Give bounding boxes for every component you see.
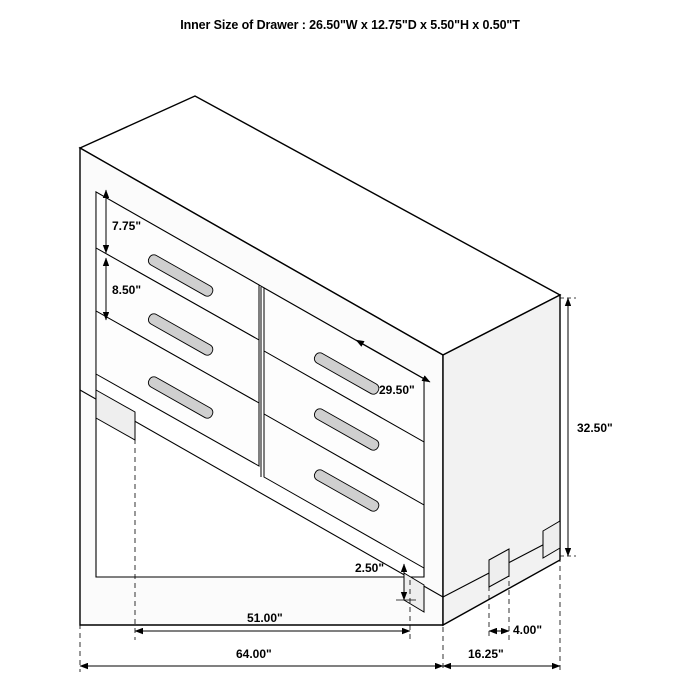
dim-label-foot-depth: 4.00" bbox=[513, 623, 543, 637]
dim-label-overall-width: 64.00" bbox=[236, 647, 272, 661]
dim-label-side-depth: 16.25" bbox=[468, 647, 504, 661]
dim-label-drawer-top-height: 7.75" bbox=[112, 219, 142, 233]
dim-label-inner-width: 51.00" bbox=[247, 611, 283, 625]
dim-label-cabinet-depth: 29.50" bbox=[379, 383, 415, 397]
dim-label-overall-height: 32.50" bbox=[577, 421, 613, 435]
dresser-body bbox=[80, 96, 560, 625]
dim-label-leg-height: 2.50" bbox=[355, 561, 385, 575]
page-title: Inner Size of Drawer : 26.50"W x 12.75"D x 5.50"H x 0.50"T bbox=[180, 18, 520, 32]
dim-label-drawer-mid-height: 8.50" bbox=[112, 283, 142, 297]
